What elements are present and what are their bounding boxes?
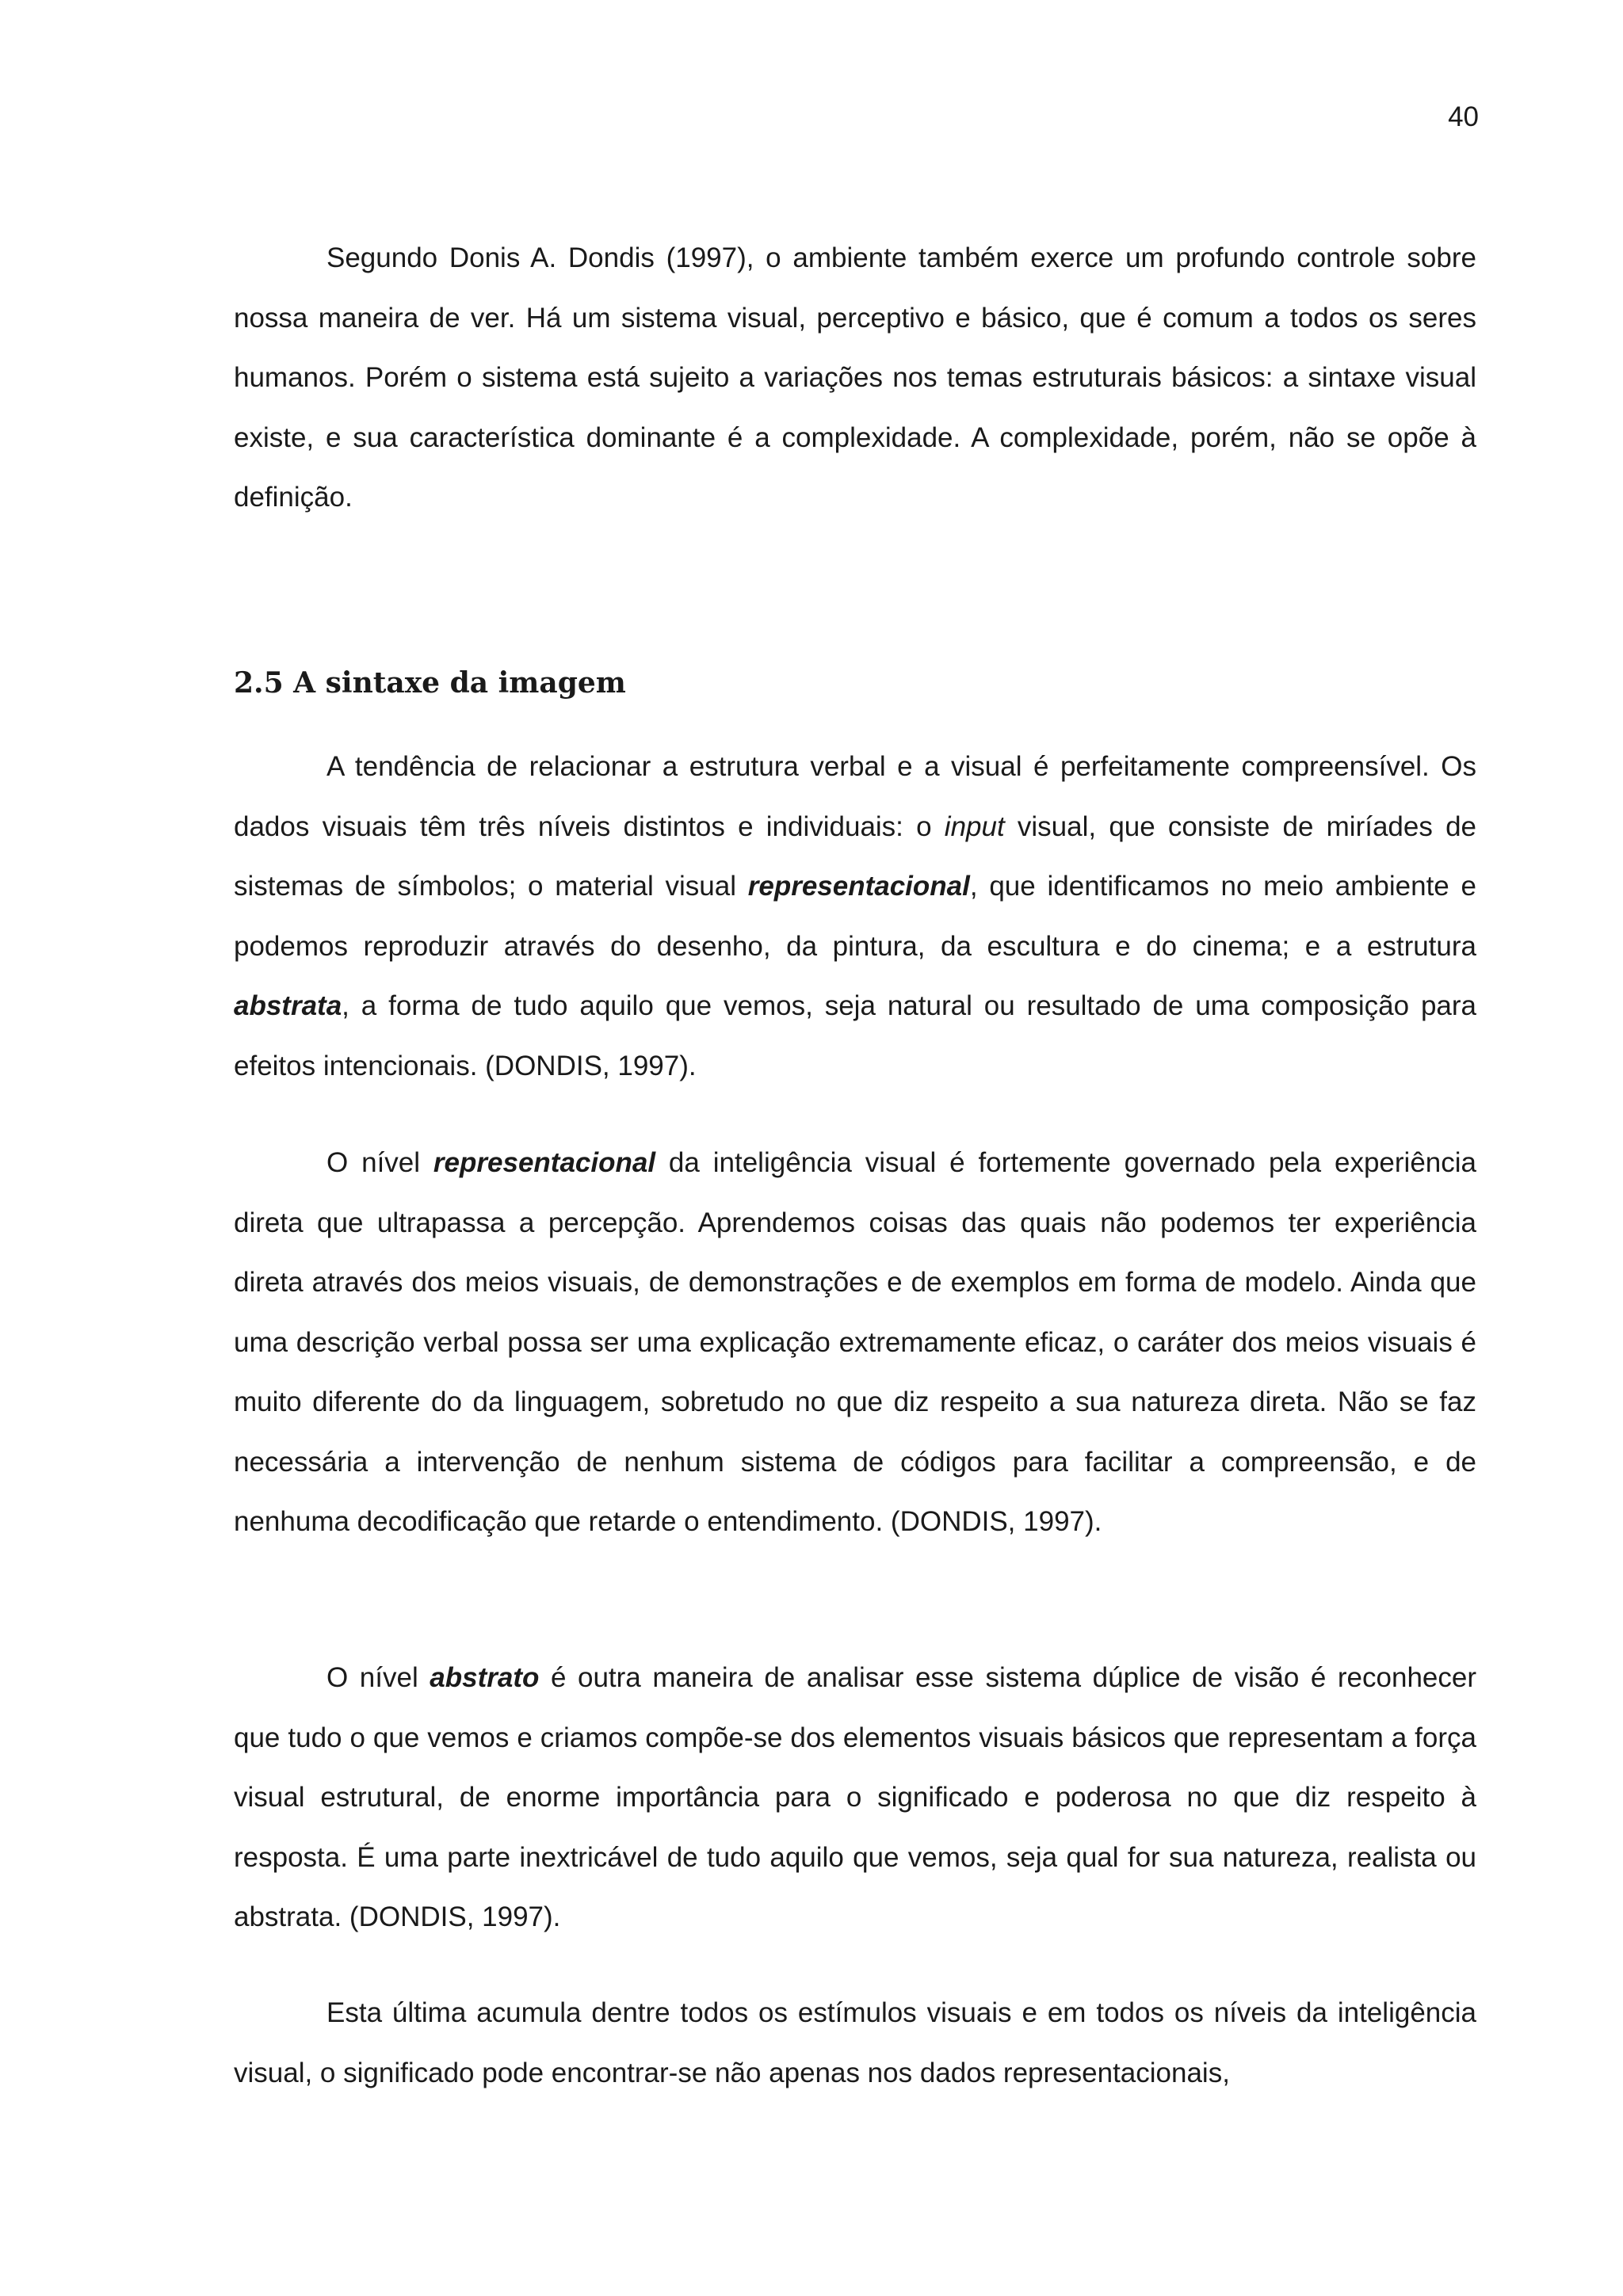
paragraph-intro-text: Segundo Donis A. Dondis (1997), o ambiente também exerce um profundo controle sobre nossa maneira de ver. Há um sistema visual, perceptivo e básico, que é comum a todos os seres humanos. Porém o sistema está sujeito a variações nos temas estruturais básicos: a sintaxe visual existe, e sua característica dominante é a complexidade. A complexidade, porém, não se opõe à definição. xyxy=(234,242,1476,513)
paragraph-syntax xyxy=(234,737,1476,1096)
paragraph-syntax-text: A tendência de relacionar a estrutura verbal e a visual é perfeitamente compreensível. Os dados visuais têm três níveis distintos e individuais: o input visual, que consiste de miríades de sistemas de símbolos; o material visual representacional, que identificamos no meio ambiente e podemos reproduzir através do desenho, da pintura, da escultura e do cinema; e a estrutura abstrata, a forma de tudo aquilo que vemos, seja natural ou resultado de uma composição para efeitos intencionais. (DONDIS, 1997). xyxy=(234,751,1476,1081)
emphasis-abstrato: abstrato xyxy=(430,1662,540,1693)
emphasis-representacional: representacional xyxy=(747,871,970,902)
emphasis-input: input xyxy=(944,810,1005,842)
paragraph-intro xyxy=(234,228,1476,528)
paragraph-last-text: Esta última acumula dentre todos os estímulos visuais e em todos os níveis da inteligência visual, o significado pode encontrar-se não apenas nos dados representacionais, xyxy=(234,1997,1476,2088)
paragraph-representational-level-text: O nível representacional da inteligência visual é fortemente governado pela experiência direta que ultrapassa a percepção. Aprendemos coisas das quais não podemos ter experiência direta através dos meios visuais, de demonstrações e de exemplos em forma de modelo. Ainda que uma descrição verbal possa ser uma explicação extremamente eficaz, o caráter dos meios visuais é muito diferente do da linguagem, sobretudo no que diz respeito a sua natureza direta. Não se faz necessária a intervenção de nenhum sistema de códigos para facilitar a compreensão, e de nenhuma decodificação que retarde o entendimento. (DONDIS, 1997). xyxy=(234,1147,1476,1537)
page-number: 40 xyxy=(1448,101,1479,132)
emphasis-abstrata: abstrata xyxy=(234,990,342,1021)
paragraph-last xyxy=(234,1983,1476,2103)
paragraph-representational-level xyxy=(234,1133,1476,1552)
emphasis-representacional: representacional xyxy=(433,1147,656,1178)
paragraph-abstract-level xyxy=(234,1648,1476,1947)
section-heading-block xyxy=(234,666,1476,700)
section-heading: 2.5 A sintaxe da imagem xyxy=(234,666,626,700)
paragraph-abstract-level-text: O nível abstrato é outra maneira de analisar esse sistema dúplice de visão é reconhecer que tudo o que vemos e criamos compõe-se dos elementos visuais básicos que representam a força visual estrutural, de enorme importância para o significado e poderosa no que diz respeito à resposta. É uma parte inextricável de tudo aquilo que vemos, seja qual for sua natureza, realista ou abstrata. (DONDIS, 1997). xyxy=(234,1662,1477,1932)
